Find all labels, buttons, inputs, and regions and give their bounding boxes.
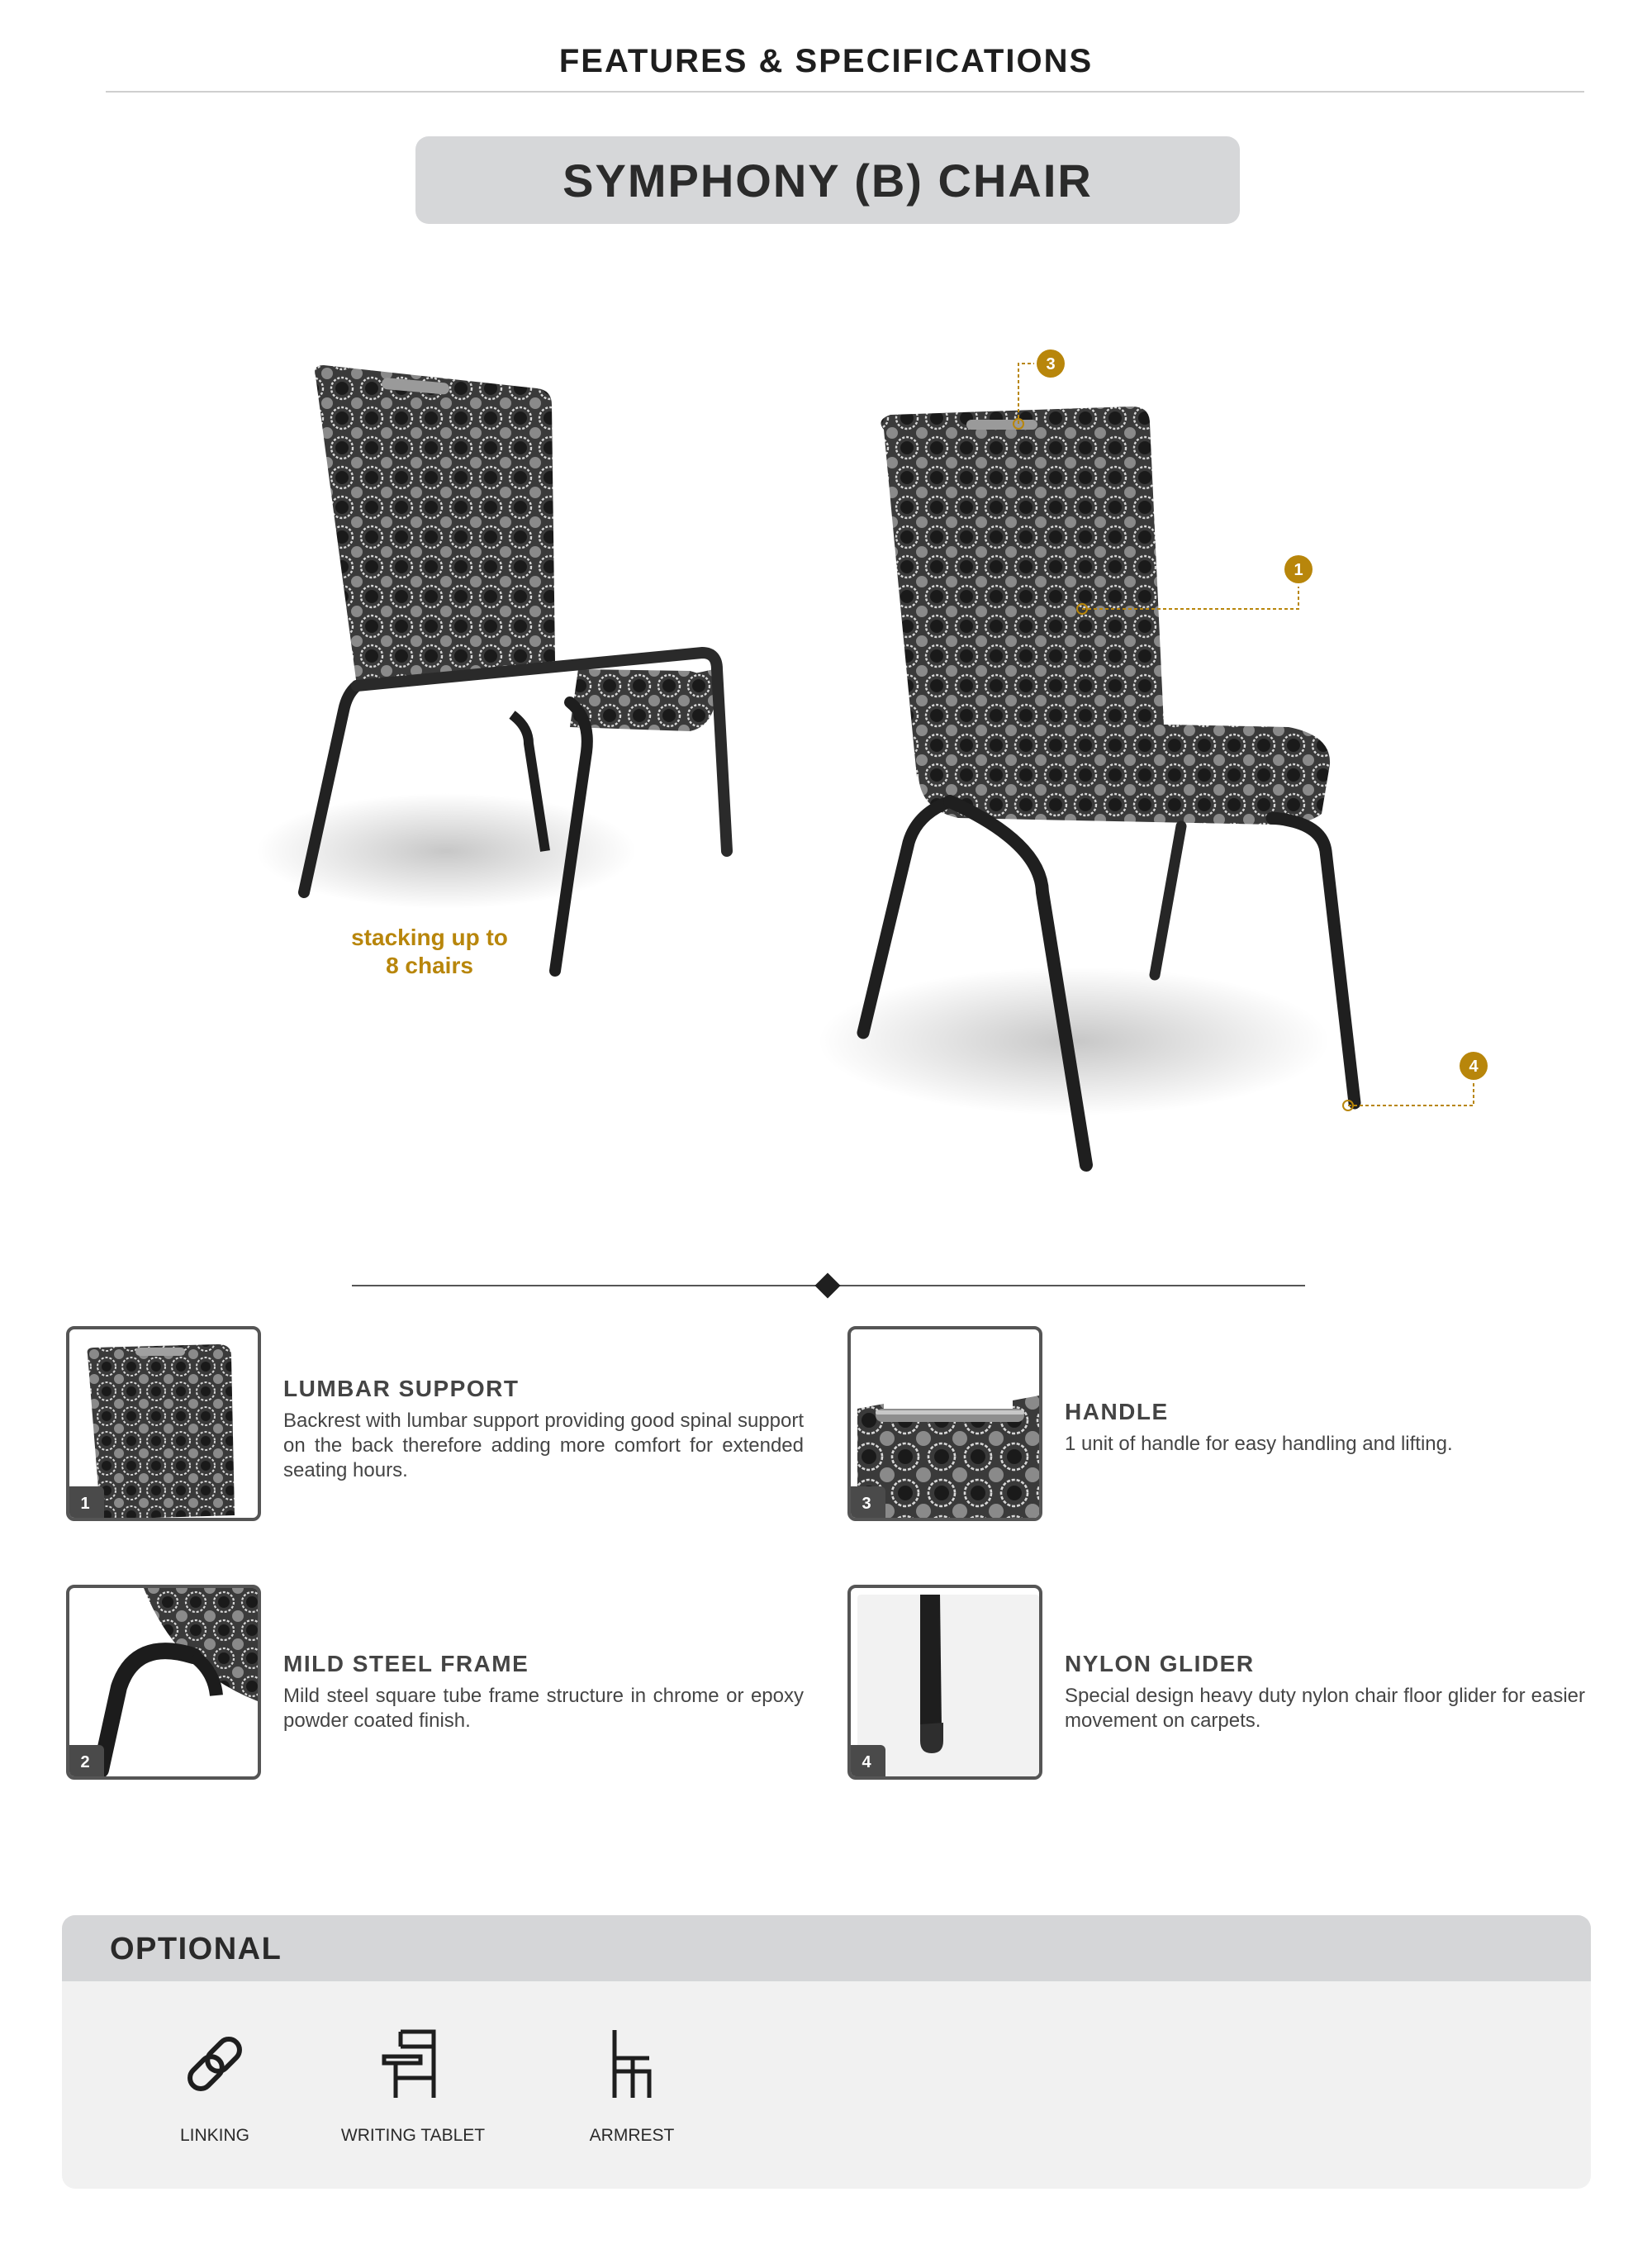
optional-header xyxy=(62,1915,1591,1981)
optional-panel xyxy=(62,1915,1591,2189)
optional-item-label: WRITING TABLET xyxy=(340,2126,486,2145)
feature-number-badge: 3 xyxy=(847,1486,885,1521)
svg-text:3: 3 xyxy=(1046,355,1056,373)
feature-thumbnail xyxy=(847,1326,1042,1521)
optional-item-linking xyxy=(124,2027,306,2151)
feature-thumbnail xyxy=(847,1585,1042,1780)
svg-text:4: 4 xyxy=(1469,1058,1479,1076)
optional-item-armrest xyxy=(541,2027,723,2151)
product-name-banner xyxy=(415,136,1240,224)
feature-description: Backrest with lumbar support providing good spinal support on the back therefore adding more comfort for extended seating hours. xyxy=(283,1410,804,1481)
feature-nylon-glider xyxy=(847,1585,1616,1783)
feature-handle xyxy=(847,1326,1616,1524)
title-rule xyxy=(106,91,1584,93)
feature-title: HANDLE xyxy=(1065,1399,1169,1424)
writing-tablet-icon xyxy=(376,2027,450,2101)
feature-title: LUMBAR SUPPORT xyxy=(283,1376,520,1401)
link-icon xyxy=(178,2027,252,2101)
feature-thumbnail xyxy=(66,1585,261,1780)
feature-mild-steel-frame xyxy=(66,1585,834,1783)
feature-number-badge: 2 xyxy=(66,1745,104,1780)
feature-description: Special design heavy duty nylon chair floor glider for easier movement on carpets. xyxy=(1065,1685,1585,1732)
chair-back-view xyxy=(256,365,727,971)
optional-item-label: LINKING xyxy=(179,2126,250,2145)
optional-title: OPTIONAL xyxy=(110,1932,282,1966)
feature-title: NYLON GLIDER xyxy=(1065,1651,1255,1676)
product-name: SYMPHONY (B) CHAIR xyxy=(563,154,1093,207)
optional-item-writing-tablet xyxy=(322,2027,504,2151)
feature-description: 1 unit of handle for easy handling and lifting. xyxy=(1065,1433,1453,1455)
divider-diamond xyxy=(814,1272,840,1298)
stacking-caption: stacking up to 8 chairs xyxy=(351,925,508,978)
feature-thumbnail xyxy=(66,1326,261,1521)
feature-lumbar-support xyxy=(66,1326,834,1524)
feature-number-badge: 1 xyxy=(66,1486,104,1521)
chair-hero-illustration xyxy=(0,314,1652,1206)
armrest-icon xyxy=(595,2027,669,2101)
feature-number-badge: 4 xyxy=(847,1745,885,1780)
svg-text:1: 1 xyxy=(1294,561,1303,579)
feature-title: MILD STEEL FRAME xyxy=(283,1651,529,1676)
optional-item-label: ARMREST xyxy=(589,2126,675,2145)
callout-glider xyxy=(1343,1052,1488,1110)
feature-description: Mild steel square tube frame structure in chrome or epoxy powder coated finish. xyxy=(283,1685,804,1732)
chair-front-view xyxy=(818,407,1355,1165)
page-title: FEATURES & SPECIFICATIONS xyxy=(558,43,1094,79)
